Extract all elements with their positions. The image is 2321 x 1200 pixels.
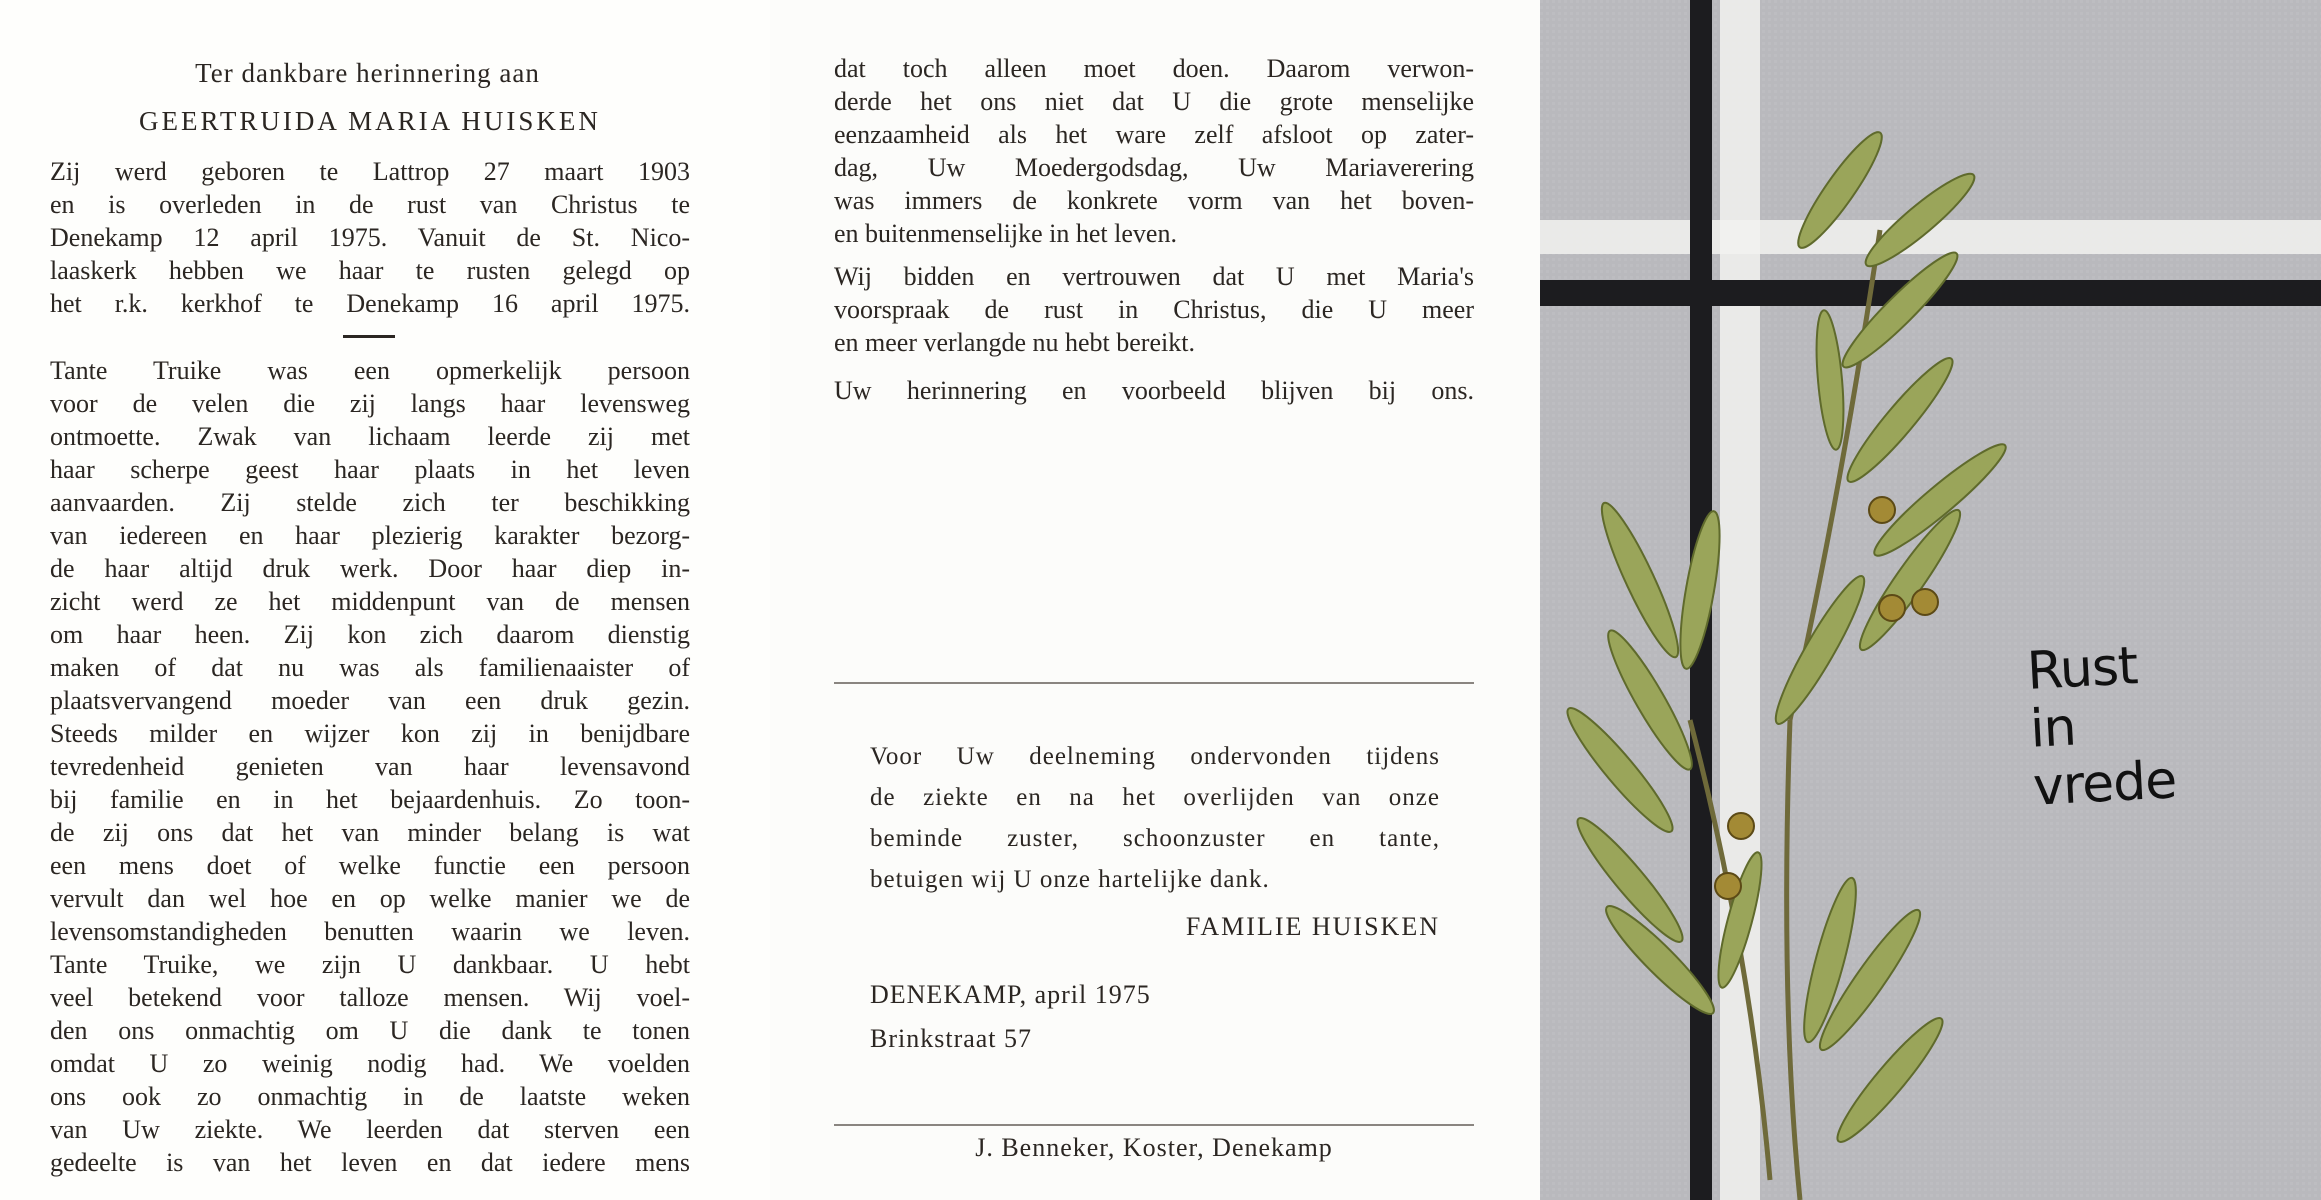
text-line: plaatsvervangend moeder van een druk gezin. <box>50 686 690 715</box>
text-line: omdat U zo weinig nodig had. We voelden <box>50 1049 690 1078</box>
text-line: maken of dat nu was als familienaaister of <box>50 653 690 682</box>
cover-page <box>1540 0 2321 1200</box>
text-line: dat toch alleen moet doen. Daarom verwon- <box>834 54 1474 83</box>
text-line: en is overleden in de rust van Christus te <box>50 190 690 219</box>
cover-title <box>2026 629 2295 816</box>
left-page <box>0 0 770 1200</box>
text-line: zicht werd ze het middenpunt van de mensen <box>50 587 690 616</box>
text-line: betuigen wij U onze hartelijke dank. <box>870 866 1270 893</box>
text-line: Denekamp 12 april 1975. Vanuit de St. Nico- <box>50 223 690 252</box>
white-stroke-vertical <box>1720 0 1760 1200</box>
middle-page <box>770 0 1540 1200</box>
text-line: ons ook zo onmachtig in de laatste weken <box>50 1082 690 1111</box>
divider <box>834 1124 1474 1126</box>
intro-heading: Ter dankbare herinnering aan <box>195 58 540 88</box>
closing-line: Uw herinnering en voorbeeld blijven bij ons. <box>834 376 1474 405</box>
text-line: haar scherpe geest haar plaats in het leven <box>50 455 690 484</box>
address: Brinkstraat 57 <box>870 1024 1033 1053</box>
text-line: de zij ons dat het van minder belang is wat <box>50 818 690 847</box>
prayer-paragraph <box>834 260 1474 359</box>
text-line: eenzaamheid als het ware zelf afsloot op zater- <box>834 120 1474 149</box>
text-line: het r.k. kerkhof te Denekamp 16 april 1975. <box>50 289 690 318</box>
text-line: den ons onmachtig om U die dank te tonen <box>50 1016 690 1045</box>
text-line: Tante Truike was een opmerkelijk persoon <box>50 356 690 385</box>
text-line: Wij bidden en vertrouwen dat U met Maria's <box>834 262 1474 291</box>
text-line: derde het ons niet dat U die grote menselijke <box>834 87 1474 116</box>
divider <box>343 335 395 338</box>
text-line: een mens doet of welke functie een persoon <box>50 851 690 880</box>
text-line: de haar altijd druk werk. Door haar diep in- <box>50 554 690 583</box>
text-line: aanvaarden. Zij stelde zich ter beschikking <box>50 488 690 517</box>
text-line: dag, Uw Moedergodsdag, Uw Mariaverering <box>834 153 1474 182</box>
deceased-name: GEERTRUIDA MARIA HUISKEN <box>139 106 601 136</box>
text-line: van Uw ziekte. We leerden dat sterven een <box>50 1115 690 1144</box>
text-line: ontmoette. Zwak van lichaam leerde zij met <box>50 422 690 451</box>
cover-title-line: Rust <box>2025 636 2139 702</box>
tribute-paragraph <box>50 354 690 1179</box>
text-line: Tante Truike, we zijn U dankbaar. U hebt <box>50 950 690 979</box>
text-line: bij familie en in het bejaardenhuis. Zo toon- <box>50 785 690 814</box>
printer-credit: J. Benneker, Koster, Denekamp <box>975 1133 1333 1162</box>
text-line: Voor Uw deelneming ondervonden tijdens <box>870 743 1440 770</box>
text-line: en meer verlangde nu hebt bereikt. <box>834 328 1195 357</box>
place-date: DENEKAMP, april 1975 <box>870 980 1151 1009</box>
text-line: beminde zuster, schoonzuster en tante, <box>870 825 1440 852</box>
divider <box>834 682 1474 684</box>
text-line: was immers de konkrete vorm van het boven- <box>834 186 1474 215</box>
text-line: Steeds milder en wijzer kon zij in benijdbare <box>50 719 690 748</box>
family-signature: FAMILIE HUISKEN <box>1185 912 1440 941</box>
biography-paragraph <box>50 155 690 320</box>
cover-artwork <box>1540 0 2321 1200</box>
text-line: om haar heen. Zij kon zich daarom dienstig <box>50 620 690 649</box>
thanks-paragraph <box>870 736 1440 900</box>
text-line: voorspraak de rust in Christus, die U meer <box>834 295 1474 324</box>
text-line: van iedereen en haar plezierig karakter bezorg- <box>50 521 690 550</box>
cover-title-line: vrede <box>2031 750 2178 818</box>
text-line: de ziekte en na het overlijden van onze <box>870 784 1440 811</box>
text-line: voor de velen die zij langs haar levensweg <box>50 389 690 418</box>
text-line: tevredenheid genieten van haar levensavond <box>50 752 690 781</box>
text-line: en buitenmenselijke in het leven. <box>834 219 1177 248</box>
continuation-paragraph <box>834 52 1474 250</box>
text-line: gedeelte is van het leven en dat iedere mens <box>50 1148 690 1177</box>
text-line: veel betekend voor talloze mensen. Wij voel- <box>50 983 690 1012</box>
text-line: laaskerk hebben we haar te rusten gelegd op <box>50 256 690 285</box>
cover-title-line: in <box>2028 697 2078 760</box>
text-line: Zij werd geboren te Lattrop 27 maart 1903 <box>50 157 690 186</box>
text-line: vervult dan wel hoe en op welke manier we de <box>50 884 690 913</box>
text-line: levensomstandigheden benutten waarin we leven. <box>50 917 690 946</box>
